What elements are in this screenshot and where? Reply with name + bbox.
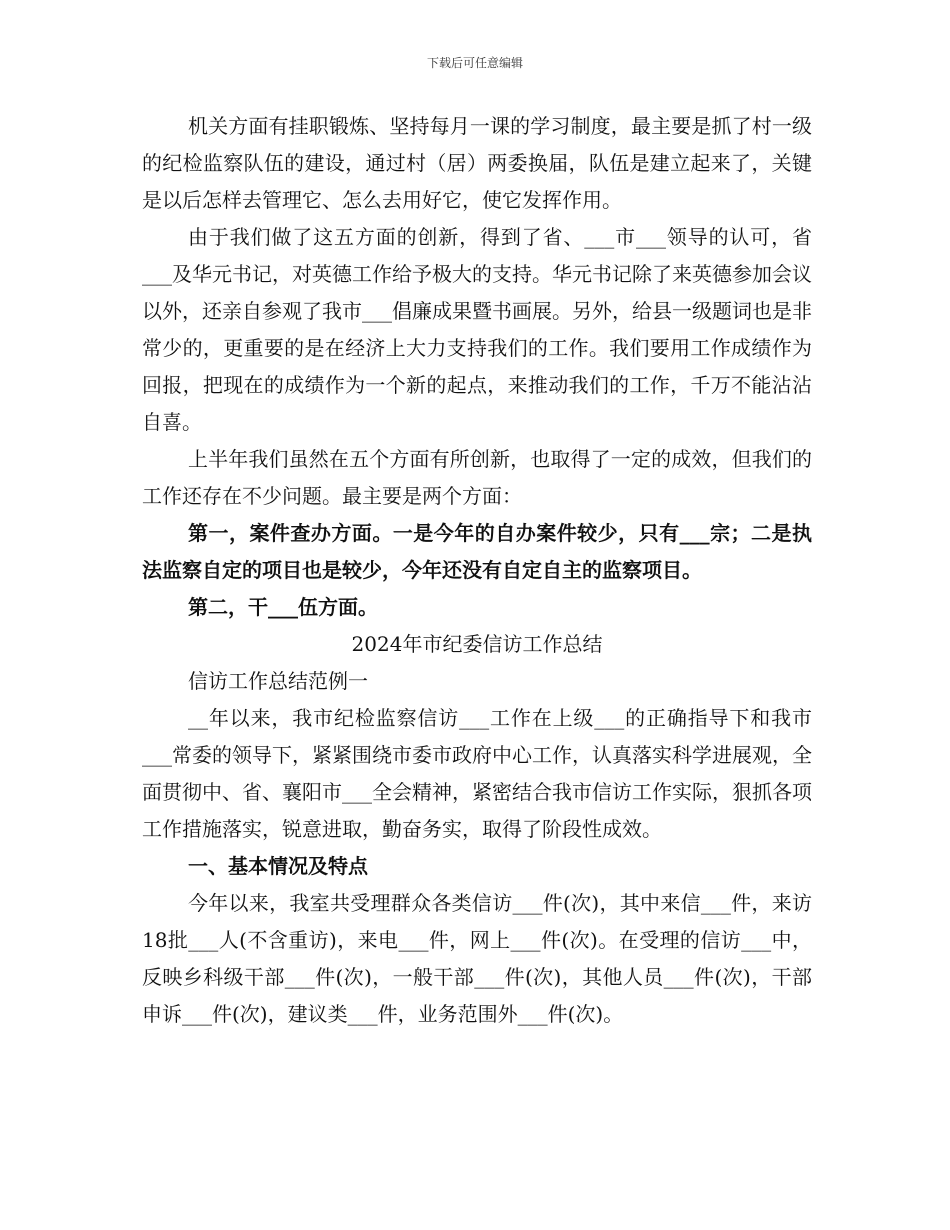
paragraph-4-bold: 第一，案件查办方面。一是今年的自办案件较少，只有___宗；二是执法监察自定的项目也是较少，今年还没有自定自主的监察项目。 — [142, 521, 812, 582]
paragraph-5-bold: 第二，干___伍方面。 — [188, 595, 378, 619]
paragraph-6: 信访工作总结范例一 — [188, 669, 368, 693]
paragraph-8: 今年以来，我室共受理群众各类信访___件(次)，其中来信___件，来访18批___人(不含重访)，来电___件，网上___件(次)。在受理的信访___中，反映乡科级干部___件(次)，一般干部___件(次)，其他人员___件(次)，干部申诉___件(次)，建议类___件，业务范围外___件(次)。 — [142, 891, 812, 1026]
paragraph-3: 上半年我们虽然在五个方面有所创新，也取得了一定的成效，但我们的工作还存在不少问题。最主要是两个方面： — [142, 447, 812, 508]
document-body — [142, 108, 812, 1033]
header-note: 下载后可任意编辑 — [426, 56, 523, 70]
paragraph-2: 由于我们做了这五方面的创新，得到了省、___市___领导的认可，省___及华元书记，对英德工作给予极大的支持。华元书记除了来英德参加会议以外，还亲自参观了我市___倡廉成果暨书画展。另外，给县一级题词也是非常少的，更重要的是在经济上大力支持我们的工作。我们要用工作成绩作为回报，把现在的成绩作为一个新的起点，来推动我们的工作，千万不能沾沾自喜。 — [142, 225, 812, 434]
section-heading-1: 一、基本情况及特点 — [188, 854, 368, 878]
paragraph-7: __年以来，我市纪检监察信访___工作在上级___的正确指导下和我市___常委的领导下，紧紧围绕市委市政府中心工作，认真落实科学进展观，全面贯彻中、省、襄阳市___全会精神，紧密结合我市信访工作实际，狠抓各项工作措施落实，锐意进取，勤奋务实，取得了阶段性成效。 — [142, 706, 812, 841]
paragraph-1: 机关方面有挂职锻炼、坚持每月一课的学习制度，最主要是抓了村一级的纪检监察队伍的建设，通过村（居）两委换届，队伍是建立起来了，关键是以后怎样去管理它、怎么去用好它，使它发挥作用。 — [142, 114, 812, 212]
document-title: 2024年市纪委信访工作总结 — [351, 632, 603, 656]
